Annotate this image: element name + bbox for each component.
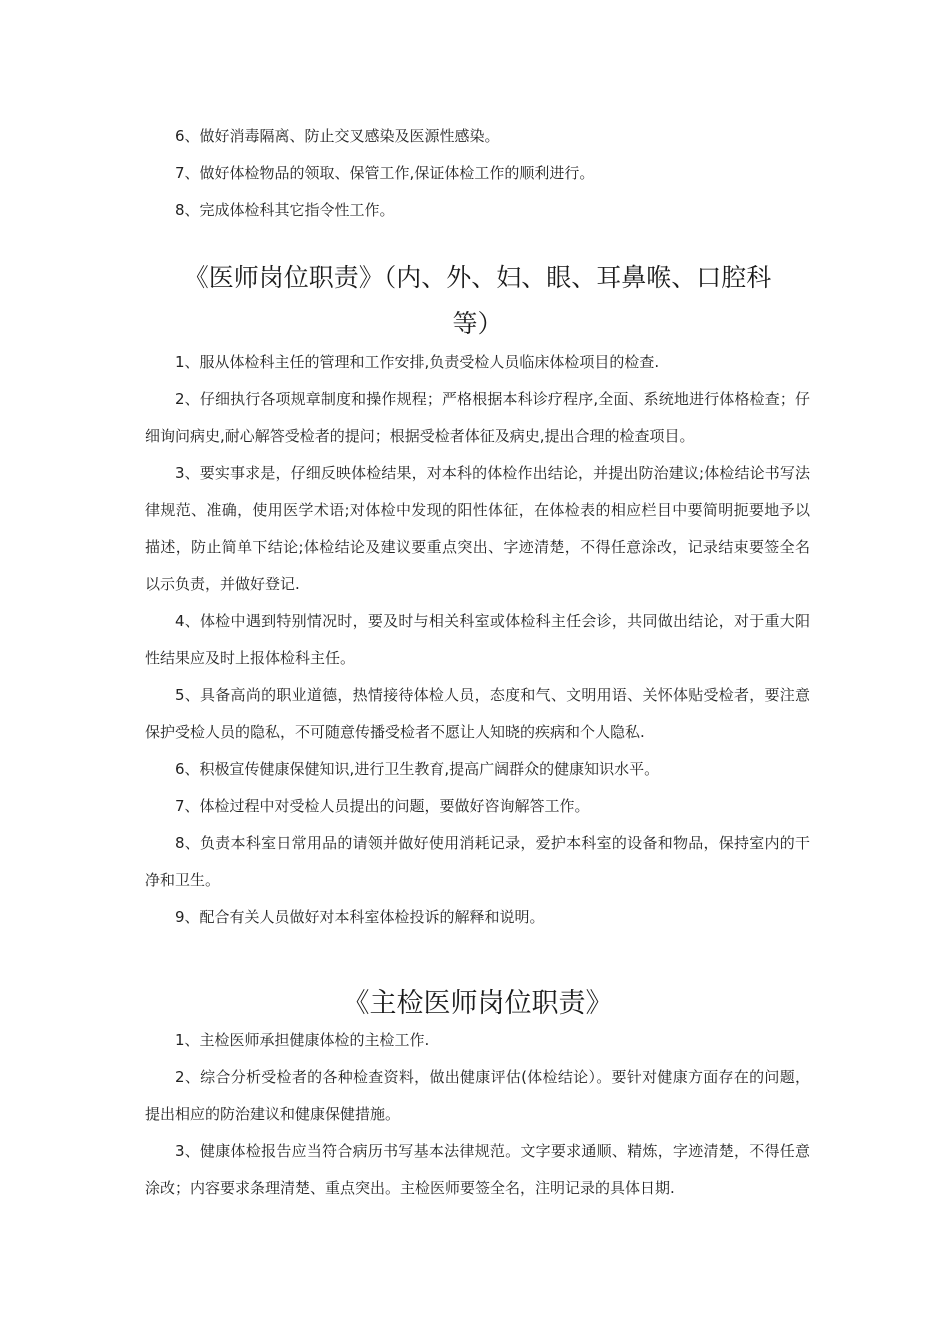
list-item: 2、综合分析受检者的各种检查资料，做出健康评估(体检结论）。要针对健康方面存在的问题，提出相应的防治建议和健康保健措施。 [145,1068,810,1123]
section2-list [145,1022,810,1207]
list-item: 4、体检中遇到特别情况时，要及时与相关科室或体检科主任会诊，共同做出结论，对于重大阳性结果应及时上报体检科主任。 [145,612,810,667]
list-item: 3、健康体检报告应当符合病历书写基本法律规范。文字要求通顺、精炼，字迹清楚，不得任意涂改；内容要求条理清楚、重点突出。主检医师要签全名，注明记录的具体日期. [145,1142,810,1197]
list-item: 5、具备高尚的职业道德，热情接待体检人员，态度和气、文明用语、关怀体贴受检者，要注意保护受检人员的隐私，不可随意传播受检者不愿让人知晓的疾病和个人隐私. [145,686,810,741]
list-item: 6、做好消毒隔离、防止交叉感染及医源性感染。 [175,127,500,145]
list-item: 1、服从体检科主任的管理和工作安排,负责受检人员临床体检项目的检查. [175,353,660,371]
list-item: 6、积极宣传健康保健知识,进行卫生教育,提高广阔群众的健康知识水平。 [175,760,660,778]
list-item: 2、仔细执行各项规章制度和操作规程；严格根据本科诊疗程序,全面、系统地进行体格检查；仔细询问病史,耐心解答受检者的提问；根据受检者体征及病史,提出合理的检查项目。 [145,390,810,445]
list-item: 8、完成体检科其它指令性工作。 [175,201,395,219]
section1-list [145,344,810,936]
list-item: 9、配合有关人员做好对本科室体检投诉的解释和说明。 [175,908,545,926]
list-item: 7、体检过程中对受检人员提出的问题，要做好咨询解答工作。 [175,797,590,815]
section2-title: 《主检医师岗位职责》 [342,988,613,1019]
section1-title-line2: 等） [452,309,503,338]
list-item: 1、主检医师承担健康体检的主检工作. [175,1031,430,1049]
list-item: 8、负责本科室日常用品的请领并做好使用消耗记录，爱护本科室的设备和物品，保持室内的干净和卫生。 [145,834,810,889]
section1-title-line1: 《医师岗位职责》（内、外、妇、眼、耳鼻喉、口腔科 [183,263,772,292]
list-item: 7、做好体检物品的领取、保管工作,保证体检工作的顺利进行。 [175,164,595,182]
top-list [145,118,810,229]
list-item: 3、要实事求是，仔细反映体检结果，对本科的体检作出结论，并提出防治建议;体检结论书写法律规范、准确，使用医学术语;对体检中发现的阳性体征，在体检表的相应栏目中要简明扼要地予以描述，防止简单下结论;体检结论及建议要重点突出、字迹清楚，不得任意涂改，记录结束要签全名以示负责，并做好登记. [145,464,810,593]
